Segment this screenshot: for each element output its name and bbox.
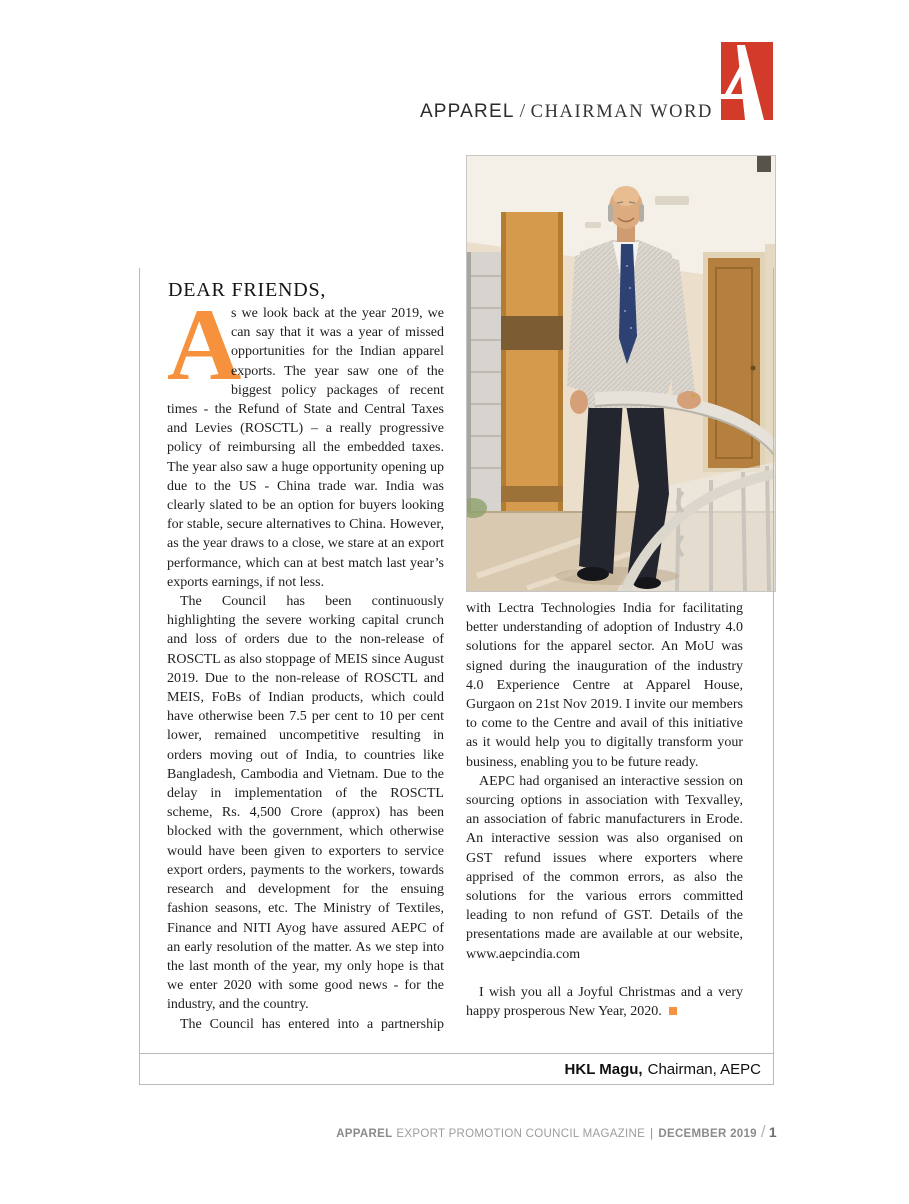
footer-page-number: 1: [768, 1124, 777, 1140]
paragraph-1-text: s we look back at the year 2019, we can say that it was a year of missed opportunities for the Indian apparel exports. The year saw one of the biggest policy packages of recent times - the Refund of State and Central Taxes and Levies (ROSCTL) – a really progressive policy of reimbursing all the embedded taxes. The year also saw a huge opportunity opening up due to the US - China trade war. India was clearly slated to be an option for buyers looking for stable, secure alternatives to China. However, as the year draws to a close, we stare at an export performance, which can at best match last year’s exports earnings, if not less.: [167, 306, 444, 590]
header-brand: APPAREL: [419, 101, 515, 122]
signature-bar: [139, 1053, 774, 1085]
paragraph-4: AEPC had organised an interactive session on sourcing options in association with Texvalley, an association of fabric manufacturers in Erode. An interactive session was also organised on GST refund issues where exporters where apprised of the common errors, as also the solutions for the various errors committed leading to non refund of GST. Details of the presentations made are available at our website, www.aepcindia.com: [466, 773, 743, 962]
salutation: DEAR FRIENDS,: [168, 279, 327, 301]
paragraph-2: The Council has been continuously highlighting the severe working capital crunch and loss of orders due to the non-release of ROSCTL as also stoppage of MEIS since August 2019. Due to the non-release of ROSCTL and MEIS, FoBs of Indian products, which could have otherwise been 7.5 per cent to 10 per cent lower, remained uncompetitive resulting in orders moving out of India, to countries like Bangladesh, Cambodia and Vietnam. Due to the delay in implementation of the ROSCTL scheme, Rs. 4,500 Crore (approx) has been blocked with the government, which otherwise would have been given to exporters to service export orders, payments to the workers, towards research and development for the ensuing fashion seasons, etc. The Ministry of Textiles, Finance and NITI Ayog have assured AEPC of an early resolution of the matter. As we step into the last month of the year, my only hope is that we enter 2020 with some good news - for the industry, and the country.: [167, 594, 444, 1013]
page-header: [420, 100, 713, 123]
header-section-title: CHAIRMAN WORD: [530, 102, 713, 122]
aepc-logo-icon: [721, 42, 773, 120]
page-footer: [336, 1122, 777, 1142]
paragraph-5-text: I wish you all a Joyful Christmas and a very happy prosperous New Year, 2020.: [466, 984, 743, 1020]
paragraph-3-start: The Council has entered into a partnership: [180, 1016, 444, 1032]
footer-divider: |: [650, 1128, 654, 1140]
footer-issue-date: DECEMBER 2019: [658, 1128, 757, 1140]
article-column-right: [466, 599, 743, 1021]
footer-slash: /: [760, 1122, 766, 1141]
footer-magazine-name: EXPORT PROMOTION COUNCIL MAGAZINE: [396, 1128, 646, 1140]
header-separator: /: [519, 100, 526, 122]
drop-cap: A: [167, 288, 242, 402]
footer-brand: APPAREL: [336, 1128, 393, 1140]
signature-name: HKL Magu,: [564, 1061, 643, 1078]
paragraph-3-continued: with Lectra Technologies India for facilitating better understanding of adoption of Industry 4.0 solutions for the apparel sector. An MoU was signed during the inauguration of the industry 4.0 Experience Centre at Apparel House, Gurgaon on 21st Nov 2019. I invite our members to come to the Centre and avail of this initiative as it would help you to digitally transform your business, enabling you to be future ready.: [466, 601, 743, 770]
paragraph-5: [466, 983, 743, 1021]
end-mark-icon: [669, 1007, 677, 1015]
signature-title: Chairman, AEPC: [647, 1061, 761, 1078]
